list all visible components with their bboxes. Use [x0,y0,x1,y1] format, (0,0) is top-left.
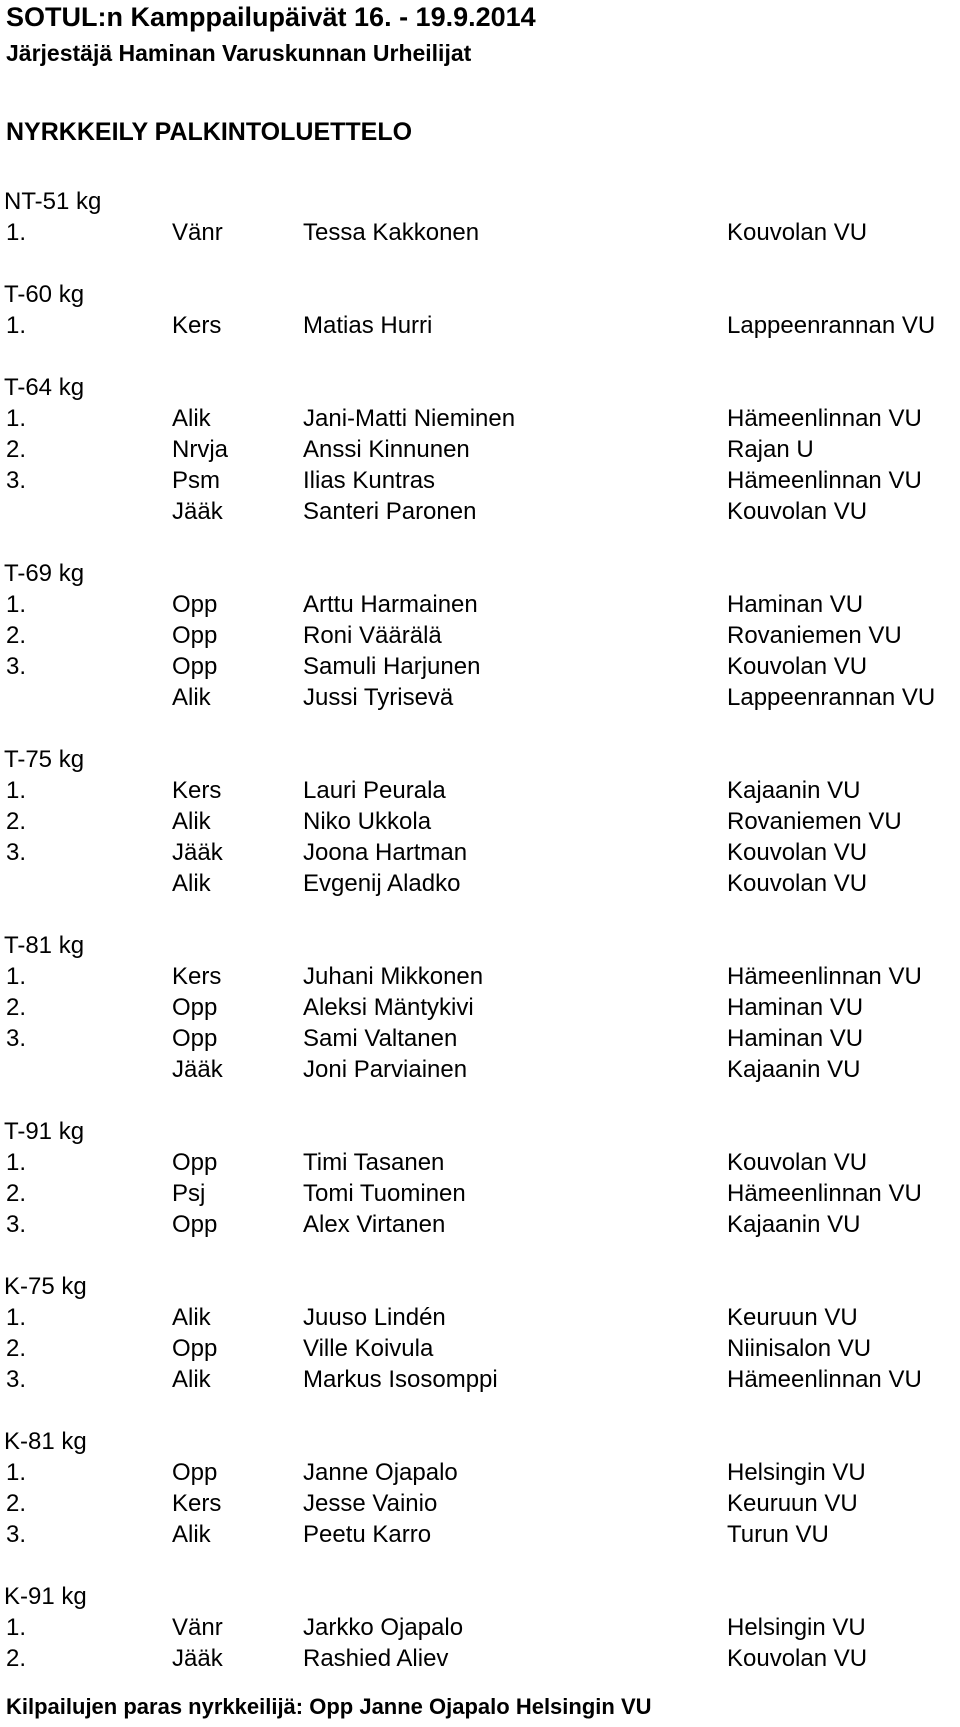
result-place: 3. [6,653,27,680]
result-rank: Opp [172,591,218,618]
result-row [0,1054,960,1085]
result-club: Keuruun VU [727,1304,858,1331]
result-row [0,620,960,651]
result-place: 1. [6,312,27,339]
result-club: Haminan VU [727,994,864,1021]
result-club: Kouvolan VU [727,498,868,525]
result-place: 1. [6,777,27,804]
result-rank: Opp [172,1459,218,1486]
result-row [0,1612,960,1643]
result-rank: Jääk [172,498,223,525]
result-name: Joni Parviainen [303,1056,468,1083]
result-name: Matias Hurri [303,312,433,339]
weight-class-name: T-75 kg [4,746,85,773]
best-boxer-line: Kilpailujen paras nyrkkeilijä: Opp Janne Ojapalo Helsingin VU [6,1694,652,1719]
result-place: 2. [6,1180,27,1207]
result-rank: Nrvja [172,436,229,463]
result-rank: Opp [172,1211,218,1238]
result-row [0,1302,960,1333]
result-row [0,1209,960,1240]
event-title: SOTUL:n Kamppailupäivät 16. - 19.9.2014 [6,2,536,32]
result-place: 2. [6,808,27,835]
list-title: NYRKKEILY PALKINTOLUETTELO [6,118,413,146]
result-place: 1. [6,1614,27,1641]
result-name: Alex Virtanen [303,1211,446,1238]
result-row [0,1178,960,1209]
result-place: 2. [6,622,27,649]
result-name: Tomi Tuominen [303,1180,466,1207]
weight-class-block [0,1426,960,1550]
result-row [0,217,960,248]
result-name: Tessa Kakkonen [303,219,480,246]
weight-class-name: K-91 kg [4,1583,87,1610]
result-club: Hämeenlinnan VU [727,1366,922,1393]
result-place: 1. [6,1149,27,1176]
weight-class-name: NT-51 kg [4,188,102,215]
result-club: Kouvolan VU [727,839,868,866]
result-place: 1. [6,219,27,246]
result-name: Aleksi Mäntykivi [303,994,474,1021]
result-club: Haminan VU [727,591,864,618]
result-rank: Alik [172,1304,211,1331]
result-club: Hämeenlinnan VU [727,1180,922,1207]
result-name: Jarkko Ojapalo [303,1614,464,1641]
result-name: Janne Ojapalo [303,1459,458,1486]
result-place: 1. [6,1459,27,1486]
result-name: Roni Väärälä [303,622,442,649]
result-rank: Psj [172,1180,206,1207]
result-name: Juhani Mikkonen [303,963,484,990]
result-club: Hämeenlinnan VU [727,467,922,494]
result-rank: Kers [172,312,222,339]
result-place: 3. [6,839,27,866]
result-rank: Jääk [172,1645,223,1672]
result-row [0,496,960,527]
result-name: Niko Ukkola [303,808,432,835]
weight-class-name: T-60 kg [4,281,85,308]
weight-class-name: T-81 kg [4,932,85,959]
result-name: Joona Hartman [303,839,468,866]
result-rank: Alik [172,1366,211,1393]
result-rank: Jääk [172,1056,223,1083]
result-club: Kouvolan VU [727,653,868,680]
weight-class-block [0,930,960,1085]
result-rank: Opp [172,653,218,680]
weight-class-name: T-91 kg [4,1118,85,1145]
result-rank: Alik [172,684,211,711]
result-place: 1. [6,1304,27,1331]
result-club: Kouvolan VU [727,219,868,246]
result-club: Helsingin VU [727,1614,866,1641]
result-place: 1. [6,963,27,990]
result-rank: Opp [172,1149,218,1176]
result-name: Arttu Harmainen [303,591,478,618]
result-place: 1. [6,591,27,618]
result-name: Santeri Paronen [303,498,477,525]
result-row [0,465,960,496]
result-row [0,806,960,837]
result-rank: Opp [172,1025,218,1052]
result-row [0,1333,960,1364]
result-row [0,682,960,713]
result-club: Hämeenlinnan VU [727,963,922,990]
result-club: Kouvolan VU [727,870,868,897]
result-club: Rovaniemen VU [727,622,902,649]
result-rank: Opp [172,1335,218,1362]
result-row [0,310,960,341]
result-name: Ville Koivula [303,1335,434,1362]
result-row [0,961,960,992]
result-place: 2. [6,1490,27,1517]
organizer-line: Järjestäjä Haminan Varuskunnan Urheilijat [6,40,472,66]
result-rank: Opp [172,994,218,1021]
result-club: Niinisalon VU [727,1335,872,1362]
weight-class-name: T-64 kg [4,374,85,401]
weight-class-block [0,1116,960,1240]
result-name: Timi Tasanen [303,1149,445,1176]
result-name: Samuli Harjunen [303,653,481,680]
weight-class-name: T-69 kg [4,560,85,587]
result-place: 2. [6,994,27,1021]
result-rank: Kers [172,777,222,804]
result-name: Anssi Kinnunen [303,436,470,463]
result-place: 3. [6,1521,27,1548]
result-place: 3. [6,1211,27,1238]
result-club: Keuruun VU [727,1490,858,1517]
result-name: Evgenij Aladko [303,870,461,897]
result-club: Kajaanin VU [727,777,861,804]
result-club: Kajaanin VU [727,1056,861,1083]
result-name: Jesse Vainio [303,1490,438,1517]
result-rank: Kers [172,1490,222,1517]
result-rank: Alik [172,405,211,432]
result-name: Jussi Tyrisevä [303,684,454,711]
result-row [0,1488,960,1519]
result-row [0,1023,960,1054]
result-rank: Psm [172,467,220,494]
result-name: Ilias Kuntras [303,467,436,494]
result-place: 1. [6,405,27,432]
result-rank: Vänr [172,1614,223,1641]
result-row [0,1643,960,1674]
weight-class-block [0,1581,960,1674]
result-club: Haminan VU [727,1025,864,1052]
result-club: Kouvolan VU [727,1149,868,1176]
weight-class-block [0,279,960,341]
result-place: 2. [6,1335,27,1362]
result-place: 3. [6,467,27,494]
result-rank: Jääk [172,839,223,866]
weight-class-block [0,1271,960,1395]
result-row [0,1147,960,1178]
weight-class-block [0,744,960,899]
result-row [0,1364,960,1395]
result-club: Helsingin VU [727,1459,866,1486]
result-club: Rajan U [727,436,814,463]
result-place: 2. [6,1645,27,1672]
result-name: Sami Valtanen [303,1025,458,1052]
results-list [0,186,960,1705]
result-name: Lauri Peurala [303,777,446,804]
result-place: 3. [6,1366,27,1393]
result-row [0,775,960,806]
result-club: Hämeenlinnan VU [727,405,922,432]
result-rank: Kers [172,963,222,990]
result-row [0,1457,960,1488]
result-club: Turun VU [727,1521,829,1548]
weight-class-block [0,558,960,713]
result-club: Lappeenrannan VU [727,684,936,711]
result-rank: Alik [172,1521,211,1548]
result-rank: Vänr [172,219,223,246]
weight-class-block [0,186,960,248]
result-name: Juuso Lindén [303,1304,446,1331]
result-club: Kajaanin VU [727,1211,861,1238]
result-place: 2. [6,436,27,463]
result-row [0,992,960,1023]
result-rank: Alik [172,808,211,835]
result-row [0,837,960,868]
result-row [0,651,960,682]
weight-class-name: K-81 kg [4,1428,87,1455]
result-rank: Alik [172,870,211,897]
weight-class-block [0,372,960,527]
result-club: Kouvolan VU [727,1645,868,1672]
result-place: 3. [6,1025,27,1052]
weight-class-name: K-75 kg [4,1273,87,1300]
result-name: Markus Isosomppi [303,1366,498,1393]
result-name: Rashied Aliev [303,1645,449,1672]
result-name: Peetu Karro [303,1521,432,1548]
result-club: Rovaniemen VU [727,808,902,835]
result-row [0,403,960,434]
result-row [0,868,960,899]
result-row [0,434,960,465]
result-row [0,589,960,620]
result-row [0,1519,960,1550]
result-name: Jani-Matti Nieminen [303,405,516,432]
result-rank: Opp [172,622,218,649]
result-club: Lappeenrannan VU [727,312,936,339]
